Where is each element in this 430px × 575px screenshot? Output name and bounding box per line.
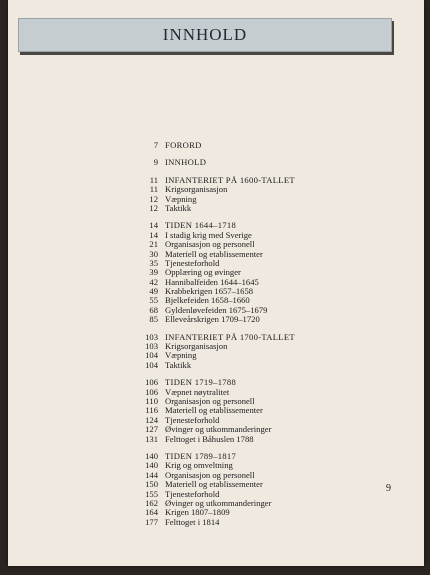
toc-title: Væpning — [165, 193, 197, 204]
toc-page-number: 9 — [153, 157, 158, 168]
toc-page-number: 7 — [153, 140, 158, 150]
toc-page-number: 164 — [145, 507, 158, 518]
toc-section-heading — [140, 141, 420, 150]
toc-group — [140, 378, 420, 444]
toc-page-number: 127 — [145, 424, 158, 435]
toc-title: Hannibalfeiden 1644–1645 — [165, 276, 259, 287]
toc-page-number: 14 — [149, 229, 158, 240]
toc-page-number: 155 — [145, 488, 158, 499]
toc-title: INNHOLD — [165, 157, 207, 168]
toc-title: Opplæring og øvinger — [165, 267, 241, 278]
toc-title: Organisasjon og personell — [165, 469, 255, 480]
toc-page-number: 11 — [149, 184, 158, 195]
toc-page-number: 30 — [149, 248, 158, 259]
toc-title: Materiell og etablissementer — [165, 479, 263, 490]
toc-title: Øvinger og utkommanderinger — [165, 424, 272, 435]
toc-group — [140, 141, 420, 150]
toc-page-number: 103 — [145, 341, 158, 352]
toc-page-number: 104 — [145, 359, 158, 370]
toc-page-number: 49 — [149, 286, 158, 297]
toc-title: FORORD — [165, 140, 202, 150]
toc-title: Gyldenløvefeiden 1675–1679 — [165, 304, 268, 315]
toc-title: I stadig krig med Sverige — [165, 229, 252, 240]
toc-page-number: 35 — [149, 257, 158, 268]
toc-title: Krigen 1807–1809 — [165, 507, 230, 518]
toc-title: Tjenesteforhold — [165, 257, 220, 268]
toc-page-number: 104 — [145, 350, 158, 361]
page-number: 9 — [386, 483, 391, 494]
toc-page-number: 68 — [149, 304, 158, 315]
toc-page-number: 42 — [149, 276, 158, 287]
book-page — [8, 0, 424, 566]
toc-page-number: 131 — [145, 433, 158, 444]
toc-page-number: 144 — [145, 469, 158, 480]
toc-title: Tjenesteforhold — [165, 488, 220, 499]
toc-title: Krig og omveltning — [165, 460, 233, 471]
toc-page-number: 106 — [145, 386, 158, 397]
header-bar — [18, 18, 392, 52]
toc-entry — [140, 518, 420, 527]
toc-page-number: 12 — [149, 193, 158, 204]
toc-title: Materiell og etablissementer — [165, 248, 263, 259]
toc-page-number: 55 — [149, 295, 158, 306]
table-of-contents — [140, 141, 420, 535]
toc-page-number: 85 — [149, 314, 158, 325]
toc-title: Væpnet nøytralitet — [165, 386, 230, 397]
toc-page-number: 116 — [145, 405, 158, 416]
toc-page-number: 103 — [145, 331, 158, 342]
toc-group — [140, 452, 420, 527]
toc-entry — [140, 435, 420, 444]
toc-title: Væpning — [165, 350, 197, 361]
toc-title: Krigsorganisasjon — [165, 184, 228, 195]
toc-page-number: 124 — [145, 414, 158, 425]
toc-group — [140, 221, 420, 324]
toc-entry — [140, 204, 420, 213]
toc-group — [140, 333, 420, 371]
toc-title: TIDEN 1789–1817 — [165, 450, 237, 461]
toc-page-number: 11 — [149, 174, 158, 185]
toc-title: Felttoget i 1814 — [165, 516, 220, 527]
toc-page-number: 110 — [145, 395, 158, 406]
toc-page-number: 140 — [145, 460, 158, 471]
toc-page-number: 39 — [149, 267, 158, 278]
toc-page-number: 150 — [145, 479, 158, 490]
toc-group — [140, 158, 420, 167]
toc-title: Øvinger og utkommanderinger — [165, 497, 272, 508]
toc-title: Materiell og etablissementer — [165, 405, 263, 416]
toc-title: Taktikk — [165, 202, 192, 213]
toc-page-number: 12 — [149, 202, 158, 213]
toc-title: INFANTERIET PÅ 1700-TALLET — [165, 331, 295, 342]
toc-page-number: 177 — [145, 516, 158, 527]
toc-title: Organisasjon og personell — [165, 239, 255, 250]
toc-title: TIDEN 1644–1718 — [165, 220, 237, 231]
toc-title: TIDEN 1719–1788 — [165, 377, 237, 388]
toc-group — [140, 176, 420, 214]
toc-page-number: 140 — [145, 450, 158, 461]
toc-entry — [140, 361, 420, 370]
page-title: INNHOLD — [162, 25, 248, 44]
toc-title: Felttoget i Båhuslen 1788 — [165, 433, 254, 444]
toc-title: Bjelkefeiden 1658–1660 — [165, 295, 250, 306]
toc-page-number: 14 — [149, 220, 158, 231]
toc-entry — [140, 315, 420, 324]
toc-page-number: 162 — [145, 497, 158, 508]
toc-title: Tjenesteforhold — [165, 414, 220, 425]
toc-title: Organisasjon og personell — [165, 395, 255, 406]
toc-title: Krigsorganisasjon — [165, 341, 228, 352]
toc-title: Krabbekrigen 1657–1658 — [165, 286, 254, 297]
toc-page-number: 106 — [145, 377, 158, 388]
toc-title: INFANTERIET PÅ 1600-TALLET — [165, 174, 295, 185]
toc-section-heading — [140, 158, 420, 167]
toc-page-number: 21 — [149, 239, 158, 250]
toc-title: Elleveårskrigen 1709–1720 — [165, 314, 260, 325]
toc-title: Taktikk — [165, 359, 192, 370]
